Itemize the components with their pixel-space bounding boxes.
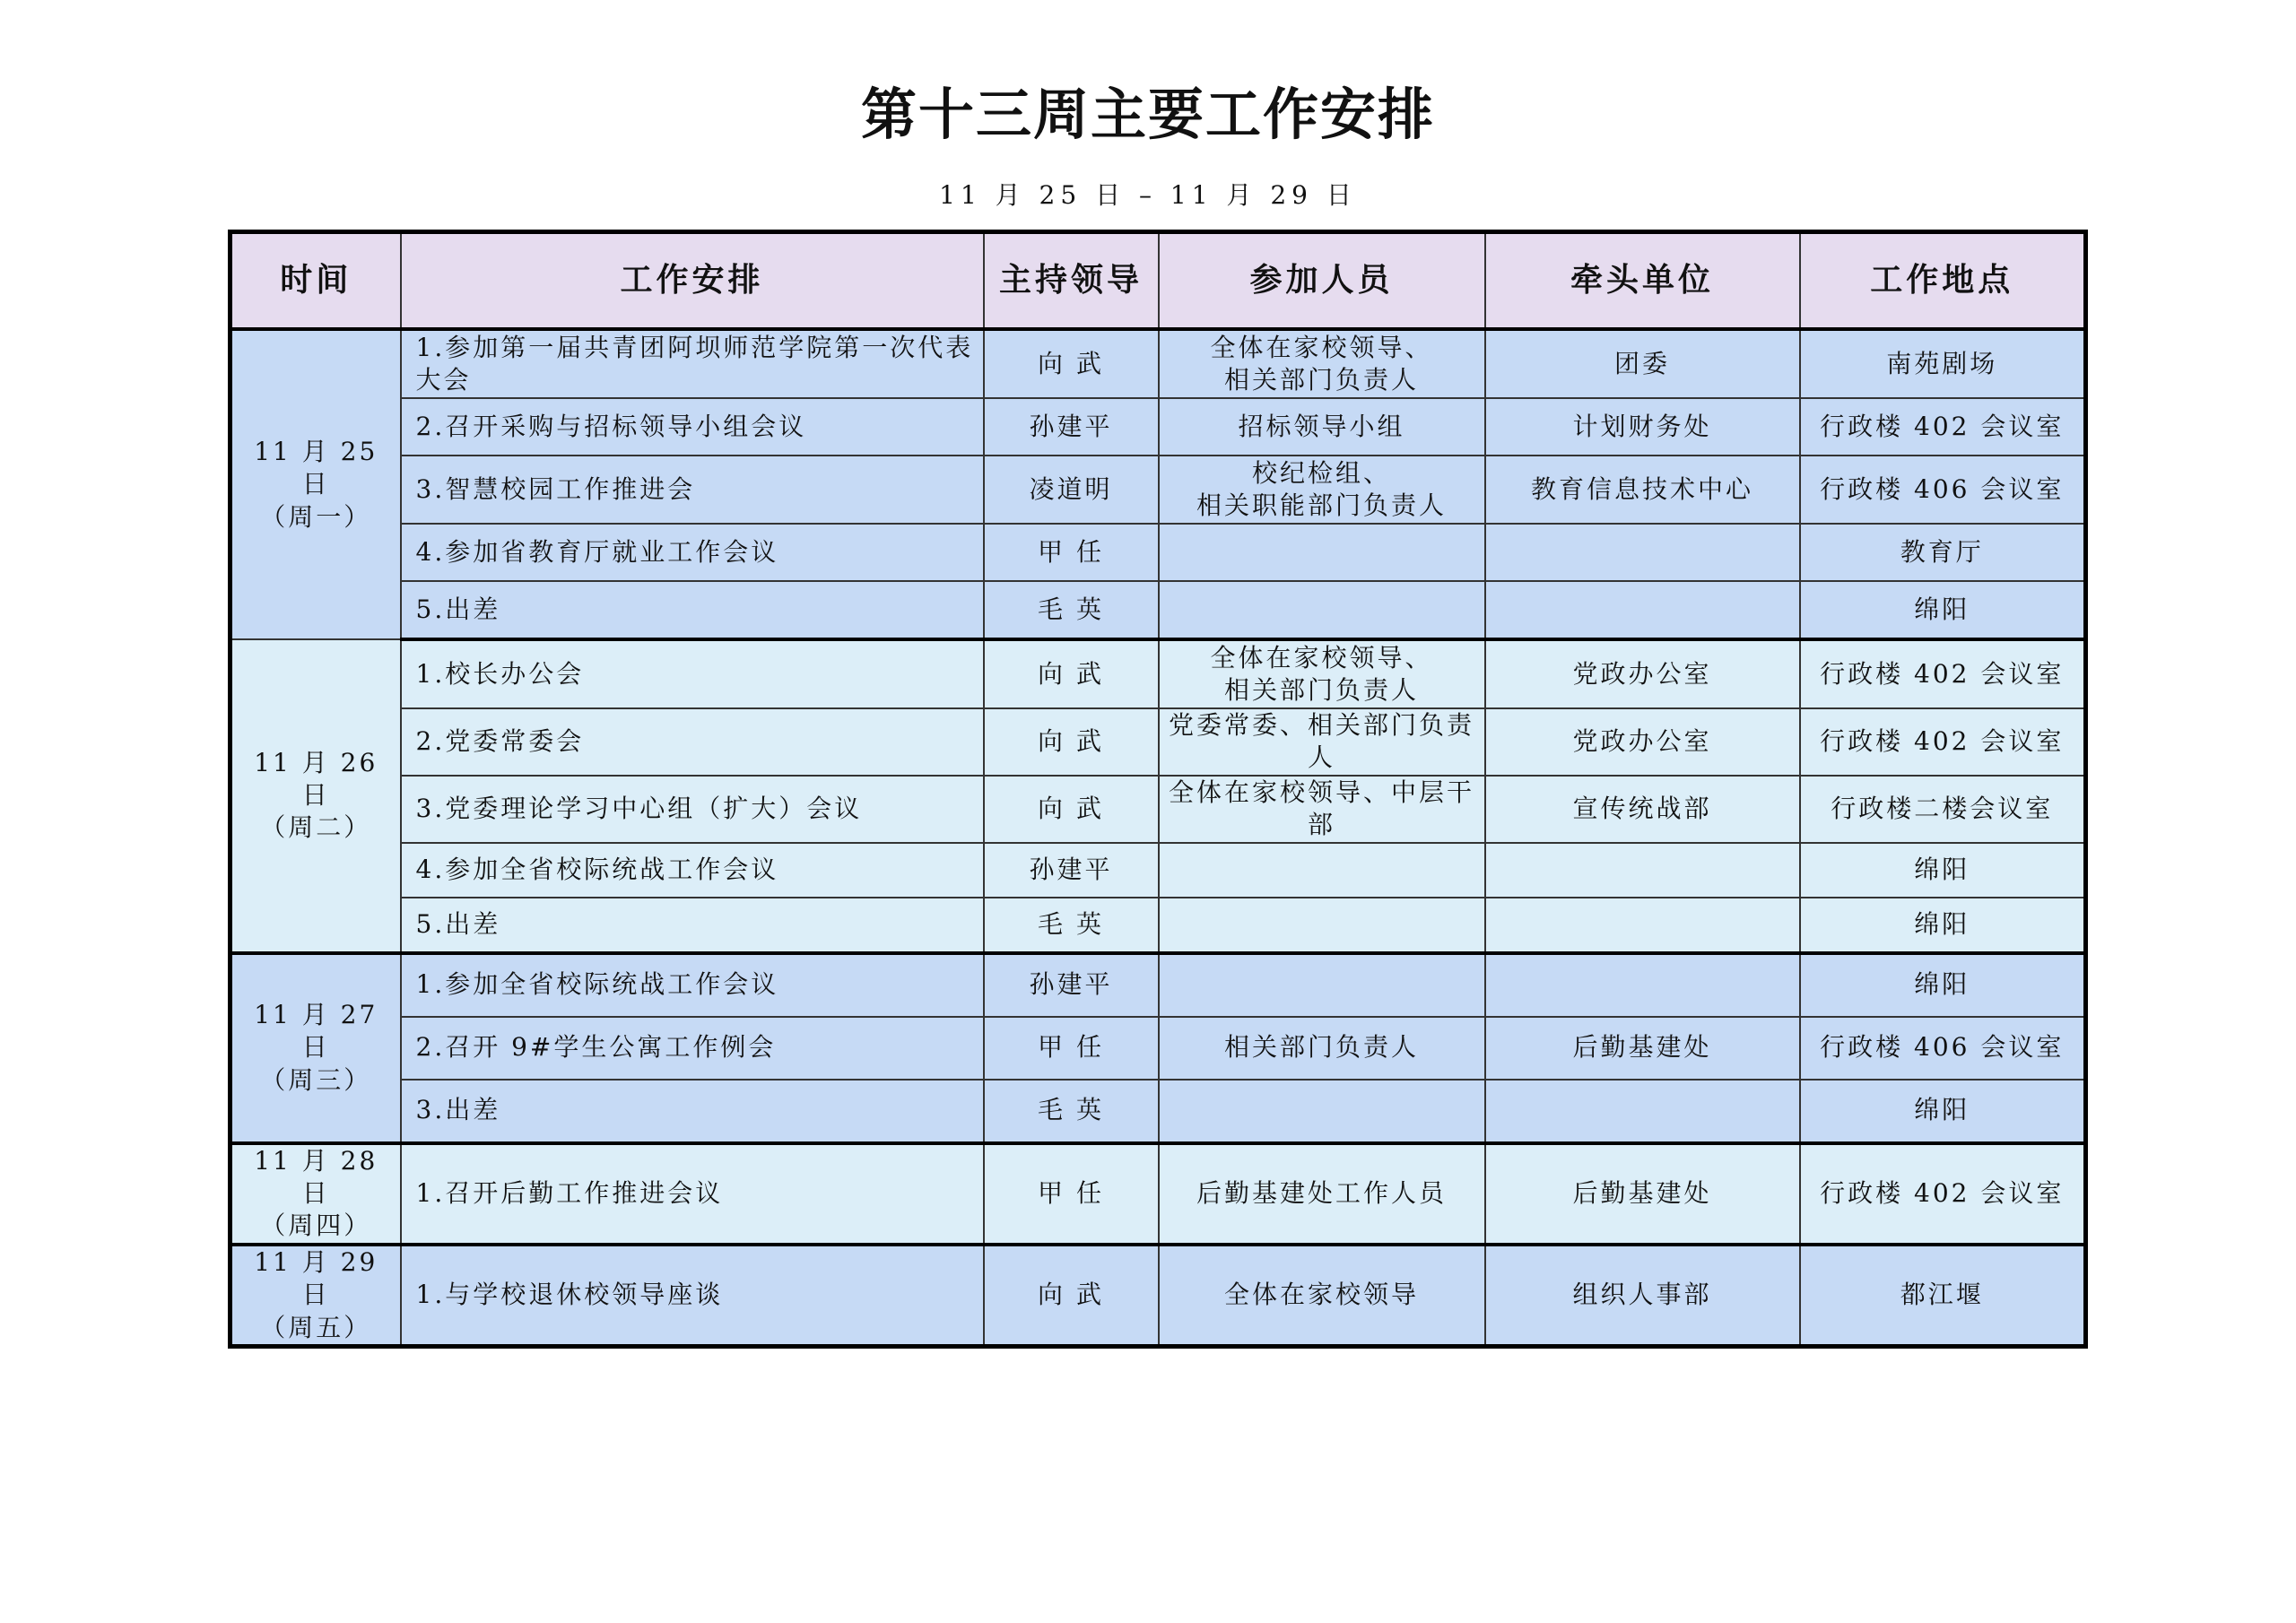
task-cell: 3.出差: [401, 1080, 984, 1143]
date-cell: 11 月 28 日 （周四）: [230, 1143, 401, 1245]
unit-cell: [1485, 953, 1800, 1017]
table-row: [230, 524, 2086, 581]
table-row: [230, 456, 2086, 524]
participants-cell: 后勤基建处工作人员: [1159, 1143, 1485, 1245]
task-cell: 3.党委理论学习中心组（扩大）会议: [401, 776, 984, 843]
table-row: [230, 398, 2086, 456]
task-cell: 5.出差: [401, 898, 984, 953]
table-row: [230, 708, 2086, 776]
unit-cell: 党政办公室: [1485, 639, 1800, 708]
participants-cell: [1159, 524, 1485, 581]
unit-cell: 党政办公室: [1485, 708, 1800, 776]
participants-cell: 党委常委、相关部门负责人: [1159, 708, 1485, 776]
schedule-table: [228, 230, 2088, 1349]
participants-cell: 全体在家校领导、 相关部门负责人: [1159, 329, 1485, 398]
unit-cell: 教育信息技术中心: [1485, 456, 1800, 524]
task-cell: 3.智慧校园工作推进会: [401, 456, 984, 524]
header-work: 工作安排: [401, 232, 984, 330]
task-cell: 1.校长办公会: [401, 639, 984, 708]
unit-cell: 后勤基建处: [1485, 1017, 1800, 1080]
leader-cell: 孙建平: [984, 398, 1159, 456]
table-row: [230, 1017, 2086, 1080]
header-row: [230, 232, 2086, 330]
task-cell: 1.参加第一届共青团阿坝师范学院第一次代表大会: [401, 329, 984, 398]
task-cell: 5.出差: [401, 581, 984, 639]
unit-cell: [1485, 898, 1800, 953]
leader-cell: 毛 英: [984, 898, 1159, 953]
unit-cell: 团委: [1485, 329, 1800, 398]
task-cell: 2.召开采购与招标领导小组会议: [401, 398, 984, 456]
location-cell: 行政楼二楼会议室: [1800, 776, 2086, 843]
participants-cell: 相关部门负责人: [1159, 1017, 1485, 1080]
date-cell: 11 月 25 日 （周一）: [230, 329, 401, 639]
header-lead-unit: 牵头单位: [1485, 232, 1800, 330]
unit-cell: [1485, 843, 1800, 898]
location-cell: 绵阳: [1800, 1080, 2086, 1143]
leader-cell: 甲 任: [984, 1017, 1159, 1080]
task-cell: 4.参加省教育厅就业工作会议: [401, 524, 984, 581]
location-cell: 行政楼 406 会议室: [1800, 1017, 2086, 1080]
leader-cell: 甲 任: [984, 524, 1159, 581]
unit-cell: 计划财务处: [1485, 398, 1800, 456]
task-cell: 2.党委常委会: [401, 708, 984, 776]
leader-cell: 向 武: [984, 708, 1159, 776]
location-cell: 行政楼 402 会议室: [1800, 398, 2086, 456]
task-cell: 1.召开后勤工作推进会议: [401, 1143, 984, 1245]
leader-cell: 毛 英: [984, 1080, 1159, 1143]
table-row: [230, 1080, 2086, 1143]
table-row: [230, 639, 2086, 708]
table-row: [230, 898, 2086, 953]
location-cell: 绵阳: [1800, 953, 2086, 1017]
unit-cell: 宣传统战部: [1485, 776, 1800, 843]
participants-cell: 全体在家校领导、 相关部门负责人: [1159, 639, 1485, 708]
leader-cell: 孙建平: [984, 953, 1159, 1017]
participants-cell: 校纪检组、 相关职能部门负责人: [1159, 456, 1485, 524]
page-title: 第十三周主要工作安排: [860, 82, 1435, 147]
unit-cell: [1485, 524, 1800, 581]
leader-cell: 凌道明: [984, 456, 1159, 524]
location-cell: 行政楼 402 会议室: [1800, 1143, 2086, 1245]
leader-cell: 甲 任: [984, 1143, 1159, 1245]
participants-cell: [1159, 898, 1485, 953]
date-cell: 11 月 27 日 （周三）: [230, 953, 401, 1143]
participants-cell: [1159, 581, 1485, 639]
leader-cell: 向 武: [984, 1245, 1159, 1347]
location-cell: 行政楼 406 会议室: [1800, 456, 2086, 524]
participants-cell: [1159, 1080, 1485, 1143]
unit-cell: 组织人事部: [1485, 1245, 1800, 1347]
date-cell: 11 月 26 日 （周二）: [230, 639, 401, 953]
table-row: [230, 776, 2086, 843]
leader-cell: 向 武: [984, 776, 1159, 843]
table-row: [230, 1245, 2086, 1347]
unit-cell: [1485, 1080, 1800, 1143]
table-row: [230, 581, 2086, 639]
unit-cell: 后勤基建处: [1485, 1143, 1800, 1245]
participants-cell: 全体在家校领导、中层干部: [1159, 776, 1485, 843]
header-leader: 主持领导: [984, 232, 1159, 330]
location-cell: 行政楼 402 会议室: [1800, 708, 2086, 776]
task-cell: 1.与学校退休校领导座谈: [401, 1245, 984, 1347]
table-row: [230, 953, 2086, 1017]
location-cell: 教育厅: [1800, 524, 2086, 581]
task-cell: 2.召开 9#学生公寓工作例会: [401, 1017, 984, 1080]
participants-cell: 全体在家校领导: [1159, 1245, 1485, 1347]
location-cell: 绵阳: [1800, 898, 2086, 953]
leader-cell: 向 武: [984, 639, 1159, 708]
location-cell: 行政楼 402 会议室: [1800, 639, 2086, 708]
participants-cell: [1159, 843, 1485, 898]
participants-cell: 招标领导小组: [1159, 398, 1485, 456]
header-time: 时间: [230, 232, 401, 330]
table-row: [230, 843, 2086, 898]
table-row: [230, 1143, 2086, 1245]
location-cell: 南苑剧场: [1800, 329, 2086, 398]
table-row: [230, 329, 2086, 398]
leader-cell: 孙建平: [984, 843, 1159, 898]
date-cell: 11 月 29 日 （周五）: [230, 1245, 401, 1347]
task-cell: 4.参加全省校际统战工作会议: [401, 843, 984, 898]
location-cell: 绵阳: [1800, 581, 2086, 639]
date-range: 11 月 25 日 – 11 月 29 日: [939, 180, 1357, 210]
task-cell: 1.参加全省校际统战工作会议: [401, 953, 984, 1017]
leader-cell: 毛 英: [984, 581, 1159, 639]
participants-cell: [1159, 953, 1485, 1017]
unit-cell: [1485, 581, 1800, 639]
header-participants: 参加人员: [1159, 232, 1485, 330]
location-cell: 都江堰: [1800, 1245, 2086, 1347]
leader-cell: 向 武: [984, 329, 1159, 398]
location-cell: 绵阳: [1800, 843, 2086, 898]
header-location: 工作地点: [1800, 232, 2086, 330]
